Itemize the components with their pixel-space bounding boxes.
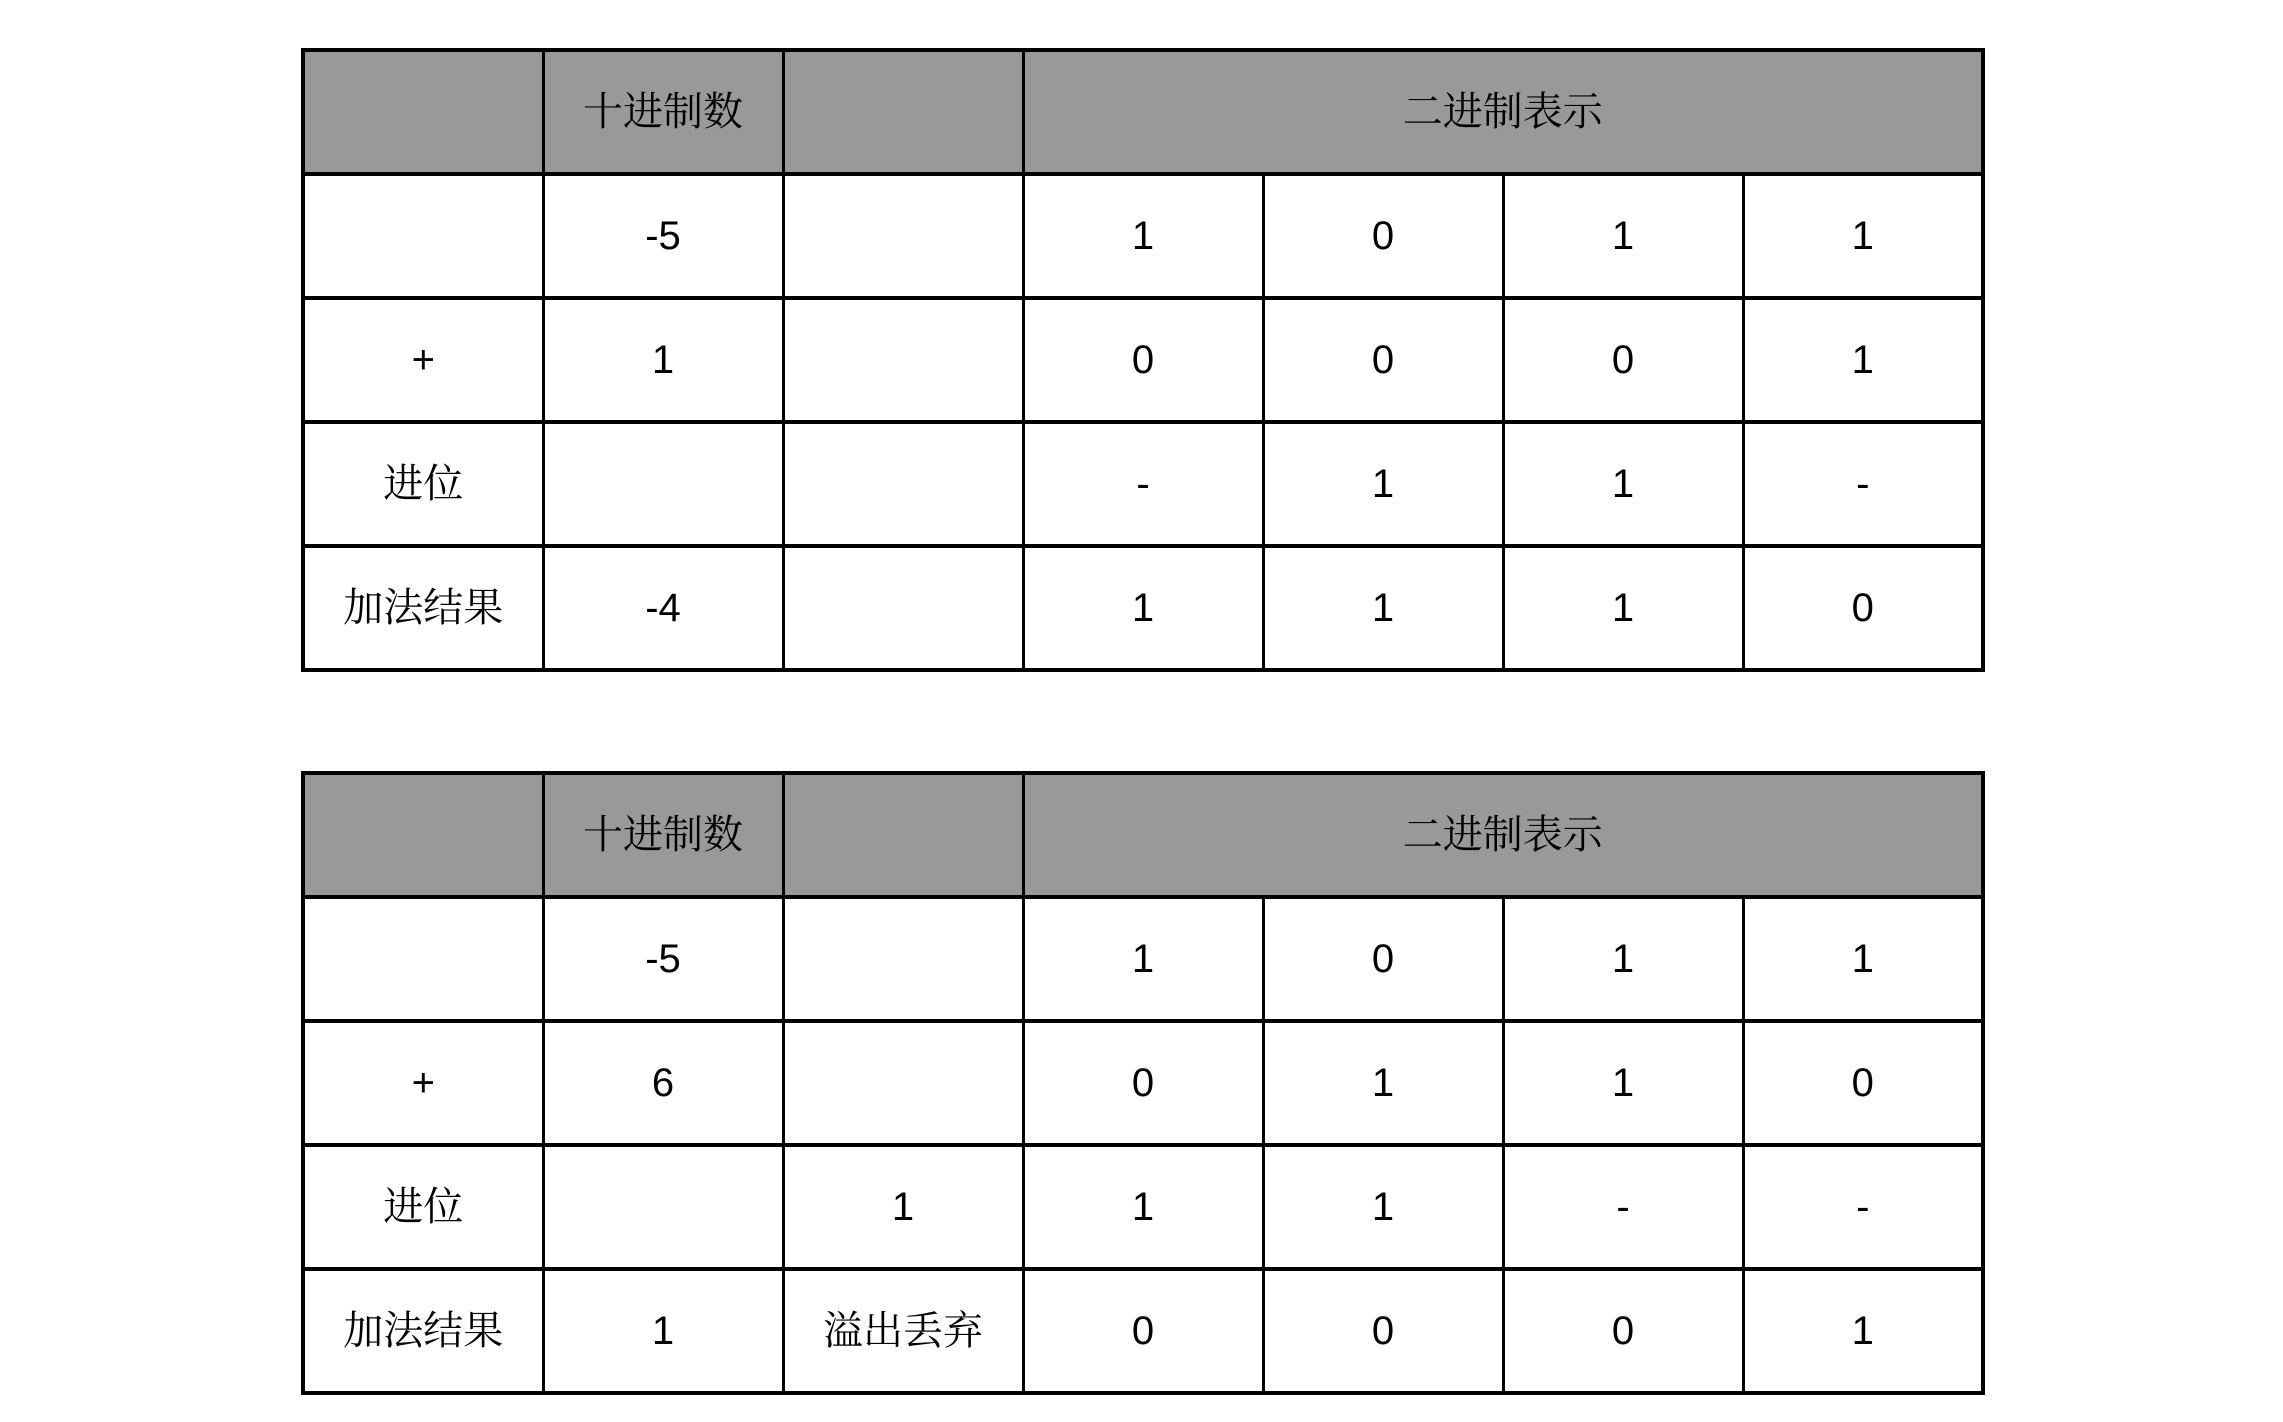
table-row bbox=[303, 1269, 1983, 1393]
header-row-label-cell bbox=[303, 50, 543, 174]
table-row bbox=[303, 1021, 1983, 1145]
table-row bbox=[303, 298, 1983, 422]
table-row bbox=[303, 174, 1983, 298]
addition-table-1 bbox=[301, 48, 1985, 672]
bit-cell: 1 bbox=[1023, 897, 1263, 1021]
bit-cell: 0 bbox=[1503, 298, 1743, 422]
decimal-cell: -5 bbox=[543, 897, 783, 1021]
decimal-cell: -4 bbox=[543, 546, 783, 670]
decimal-cell: 1 bbox=[543, 298, 783, 422]
bit-cell: 0 bbox=[1023, 1021, 1263, 1145]
bit-cell: - bbox=[1503, 1145, 1743, 1269]
header-decimal: 十进制数 bbox=[543, 773, 783, 897]
bit-cell: 0 bbox=[1023, 1269, 1263, 1393]
bit-cell: 1 bbox=[1503, 897, 1743, 1021]
decimal-cell: -5 bbox=[543, 174, 783, 298]
header-note-cell bbox=[783, 50, 1023, 174]
table-row bbox=[303, 546, 1983, 670]
decimal-cell: 6 bbox=[543, 1021, 783, 1145]
bit-cell: 1 bbox=[1503, 546, 1743, 670]
header-row-label-cell bbox=[303, 773, 543, 897]
row-label-cell bbox=[303, 897, 543, 1021]
bit-cell: 1 bbox=[1263, 546, 1503, 670]
bit-cell: 0 bbox=[1743, 546, 1983, 670]
note-cell bbox=[783, 1021, 1023, 1145]
decimal-cell bbox=[543, 422, 783, 546]
note-cell bbox=[783, 298, 1023, 422]
note-cell bbox=[783, 422, 1023, 546]
bit-cell: 1 bbox=[1263, 1021, 1503, 1145]
bit-cell: 1 bbox=[1503, 422, 1743, 546]
bit-cell: 0 bbox=[1023, 298, 1263, 422]
bit-cell: 0 bbox=[1503, 1269, 1743, 1393]
row-label-cell: + bbox=[303, 298, 543, 422]
note-cell bbox=[783, 174, 1023, 298]
bit-cell: 0 bbox=[1263, 897, 1503, 1021]
bit-cell: 1 bbox=[1743, 1269, 1983, 1393]
row-label-cell: + bbox=[303, 1021, 543, 1145]
row-label-cell: 加法结果 bbox=[303, 1269, 543, 1393]
table-row bbox=[303, 1145, 1983, 1269]
bit-cell: 1 bbox=[1743, 174, 1983, 298]
bit-cell: 1 bbox=[1023, 546, 1263, 670]
row-label-cell: 进位 bbox=[303, 1145, 543, 1269]
row-label-cell: 加法结果 bbox=[303, 546, 543, 670]
table-row bbox=[303, 897, 1983, 1021]
note-cell: 1 bbox=[783, 1145, 1023, 1269]
table-header-row bbox=[303, 50, 1983, 174]
bit-cell: 1 bbox=[1023, 1145, 1263, 1269]
bit-cell: 0 bbox=[1743, 1021, 1983, 1145]
row-label-cell bbox=[303, 174, 543, 298]
row-label-cell: 进位 bbox=[303, 422, 543, 546]
bit-cell: 0 bbox=[1263, 298, 1503, 422]
header-decimal: 十进制数 bbox=[543, 50, 783, 174]
bit-cell: 0 bbox=[1263, 174, 1503, 298]
addition-table-2 bbox=[301, 771, 1985, 1395]
bit-cell: 1 bbox=[1023, 174, 1263, 298]
header-binary: 二进制表示 bbox=[1023, 50, 1983, 174]
decimal-cell bbox=[543, 1145, 783, 1269]
table-row bbox=[303, 422, 1983, 546]
note-cell bbox=[783, 897, 1023, 1021]
bit-cell: 1 bbox=[1503, 1021, 1743, 1145]
bit-cell: 1 bbox=[1743, 298, 1983, 422]
bit-cell: - bbox=[1743, 422, 1983, 546]
decimal-cell: 1 bbox=[543, 1269, 783, 1393]
bit-cell: - bbox=[1743, 1145, 1983, 1269]
bit-cell: 1 bbox=[1743, 897, 1983, 1021]
note-cell bbox=[783, 546, 1023, 670]
header-note-cell bbox=[783, 773, 1023, 897]
bit-cell: - bbox=[1023, 422, 1263, 546]
header-binary: 二进制表示 bbox=[1023, 773, 1983, 897]
note-cell: 溢出丢弃 bbox=[783, 1269, 1023, 1393]
bit-cell: 0 bbox=[1263, 1269, 1503, 1393]
table-header-row bbox=[303, 773, 1983, 897]
bit-cell: 1 bbox=[1263, 422, 1503, 546]
bit-cell: 1 bbox=[1503, 174, 1743, 298]
bit-cell: 1 bbox=[1263, 1145, 1503, 1269]
